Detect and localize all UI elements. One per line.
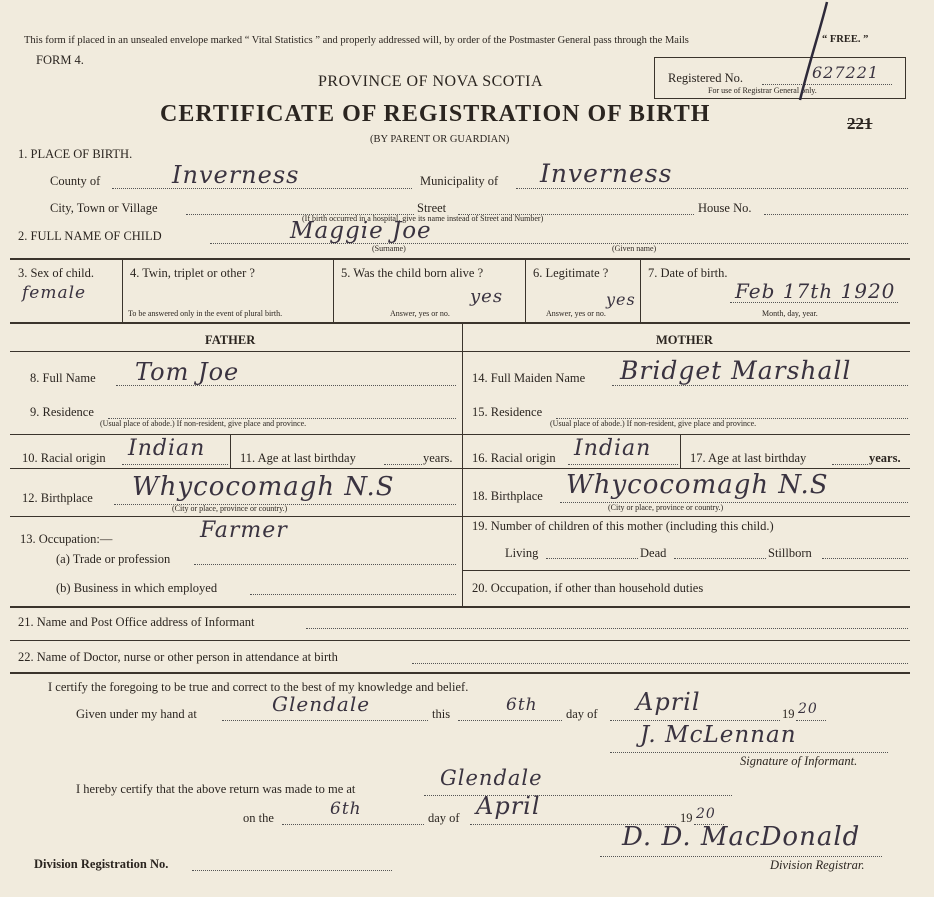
street-label: Street: [417, 201, 447, 215]
mother-occupation-label: 20. Occupation, if other than household duties: [472, 581, 704, 595]
form-number: FORM 4.: [36, 53, 84, 67]
father-occupation-value: Farmer: [200, 518, 288, 543]
mother-age-suffix: years.: [869, 451, 901, 465]
father-residence-note: (Usual place of abode.) If non-resident, give place and province.: [100, 419, 307, 428]
twin-label: 4. Twin, triplet or other ?: [130, 266, 255, 280]
mother-birthplace-value: Whycocomagh N.S: [566, 470, 829, 500]
given-name-note: (Given name): [612, 244, 657, 253]
sex-value: female: [22, 283, 87, 303]
father-birthplace-value: Whycocomagh N.S: [132, 472, 395, 502]
given-day-of-label: day of: [566, 707, 598, 721]
father-age-label: 11. Age at last birthday: [240, 451, 356, 465]
father-birthplace-note: (City or place, province or country.): [172, 504, 288, 513]
mother-name-label: 14. Full Maiden Name: [472, 371, 586, 385]
sex-label: 3. Sex of child.: [18, 266, 95, 280]
father-birthplace-label: 12. Birthplace: [22, 491, 93, 505]
registrar-day-value: 6th: [330, 799, 362, 819]
mother-name-value: Bridget Marshall: [620, 356, 852, 385]
mother-birthplace-label: 18. Birthplace: [472, 489, 543, 503]
certify-statement: I certify the foregoing to be true and correct to the best of my knowledge and belief.: [48, 680, 469, 694]
province-heading: PROVINCE OF NOVA SCOTIA: [318, 73, 544, 90]
stillborn-label: Stillborn: [768, 546, 812, 560]
father-racial-value: Indian: [128, 436, 206, 461]
father-occupation-label: 13. Occupation:—: [20, 532, 113, 546]
house-number-label: House No.: [698, 201, 752, 215]
registered-number-label: Registered No.: [668, 71, 743, 85]
signature-informant-label: Signature of Informant.: [740, 754, 858, 768]
municipality-label: Municipality of: [420, 174, 499, 188]
mother-children-label: 19. Number of children of this mother (including this child.): [472, 519, 774, 533]
date-of-birth-value: Feb 17th 1920: [735, 279, 896, 303]
postal-notice-free: “ FREE. ”: [822, 34, 869, 45]
registered-number-value: 627221: [812, 63, 880, 82]
born-alive-note: Answer, yes or no.: [390, 309, 450, 318]
father-residence-label: 9. Residence: [30, 405, 94, 419]
father-age-suffix: years.: [423, 451, 453, 465]
this-label: this: [432, 707, 451, 721]
child-name-label: 2. FULL NAME OF CHILD: [18, 229, 162, 243]
document-title: CERTIFICATE OF REGISTRATION OF BIRTH: [160, 101, 711, 127]
dead-label: Dead: [640, 546, 667, 560]
registrar-on-the-label: on the: [243, 811, 274, 825]
given-day-value: 6th: [506, 695, 538, 715]
registrar-month-value: April: [476, 792, 541, 820]
given-place-value: Glendale: [272, 692, 371, 716]
corner-number: 221: [847, 114, 873, 133]
division-registration-number-label: Division Registration No.: [34, 857, 169, 871]
mother-age-label: 17. Age at last birthday: [690, 451, 807, 465]
document-subtitle: (BY PARENT OR GUARDIAN): [370, 134, 510, 145]
legitimate-label: 6. Legitimate ?: [533, 266, 609, 280]
county-value: Inverness: [172, 161, 300, 189]
hospital-note: (If birth occurred in a hospital, give its name instead of Street and Number): [302, 214, 544, 223]
mother-residence-label: 15. Residence: [472, 405, 543, 419]
doctor-label: 22. Name of Doctor, nurse or other person in attendance at birth: [18, 650, 338, 664]
mother-racial-value: Indian: [574, 436, 652, 461]
registrar-certify-label: I hereby certify that the above return was made to me at: [76, 782, 356, 796]
postal-notice: This form if placed in an unsealed envelope marked “ Vital Statistics ” and properly addressed will, by order of the Postmaster General pass through the Mails: [24, 35, 689, 46]
father-heading: FATHER: [205, 333, 256, 347]
registered-number-note: For use of Registrar General only.: [708, 86, 817, 95]
mother-residence-note: (Usual place of abode.) If non-resident, give place and province.: [550, 419, 757, 428]
given-under-hand-label: Given under my hand at: [76, 707, 197, 721]
trade-profession-label: (a) Trade or profession: [56, 552, 171, 566]
given-month-value: April: [636, 688, 701, 716]
living-label: Living: [505, 546, 539, 560]
surname-note: (Surname): [372, 244, 406, 253]
registrar-year-value: 20: [696, 806, 716, 822]
father-racial-label: 10. Racial origin: [22, 451, 106, 465]
date-of-birth-note: Month, day, year.: [762, 309, 818, 318]
division-registrar-label: Division Registrar.: [770, 858, 865, 872]
father-name-value: Tom Joe: [135, 358, 240, 386]
mother-birthplace-note: (City or place, province or country.): [608, 503, 724, 512]
city-label: City, Town or Village: [50, 201, 158, 215]
informant-signature: J. McLennan: [640, 722, 797, 748]
pen-stroke-mark: [782, 0, 832, 110]
mother-heading: MOTHER: [656, 333, 713, 347]
registrar-place-value: Glendale: [440, 766, 543, 790]
registrar-year-prefix: 19: [680, 811, 693, 825]
legitimate-value: yes: [606, 290, 636, 309]
municipality-value: Inverness: [540, 159, 673, 188]
place-of-birth-label: 1. PLACE OF BIRTH.: [18, 147, 133, 161]
legitimate-note: Answer, yes or no.: [546, 309, 606, 318]
registrar-day-of-label: day of: [428, 811, 460, 825]
informant-label: 21. Name and Post Office address of Informant: [18, 615, 255, 629]
father-name-label: 8. Full Name: [30, 371, 96, 385]
born-alive-value: yes: [470, 286, 504, 307]
given-year-prefix: 19: [782, 707, 795, 721]
child-name-value: Maggie Joe: [290, 218, 432, 244]
registrar-signature: D. D. MacDonald: [622, 822, 861, 852]
born-alive-label: 5. Was the child born alive ?: [341, 266, 484, 280]
twin-note: To be answered only in the event of plural birth.: [128, 309, 283, 318]
business-employed-label: (b) Business in which employed: [56, 581, 218, 595]
date-of-birth-label: 7. Date of birth.: [648, 266, 728, 280]
mother-racial-label: 16. Racial origin: [472, 451, 556, 465]
given-year-value: 20: [798, 701, 818, 717]
county-label: County of: [50, 174, 101, 188]
